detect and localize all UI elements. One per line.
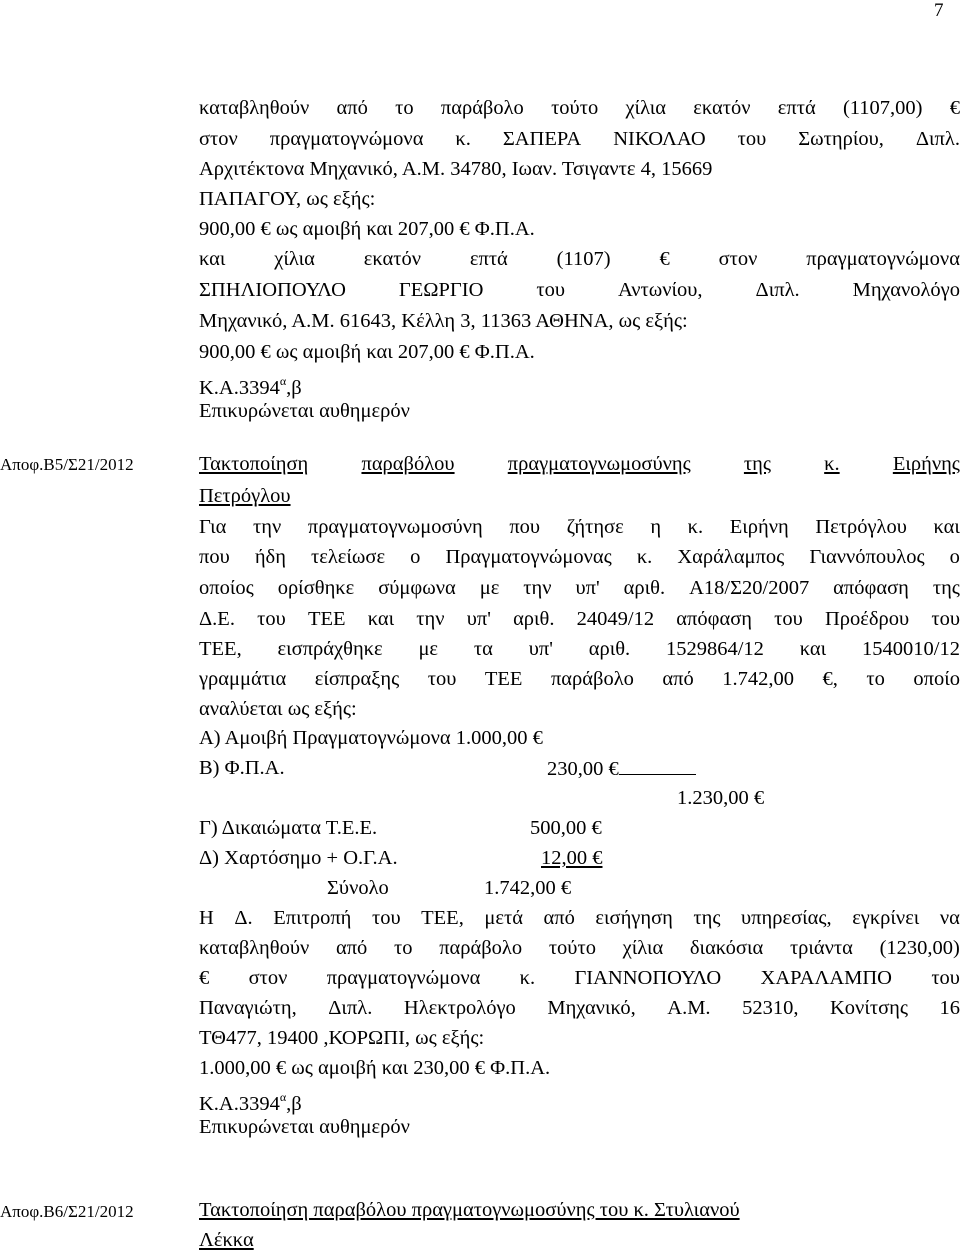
decision-subject: Τακτοποίηση παραβόλου πραγματογνωμοσύνης του κ. Στυλιανού (199, 1199, 740, 1221)
word: κ. (687, 516, 704, 538)
word: πραγματογνώμονα (269, 128, 424, 150)
budget-code: $K.A.3394^\alpha,\beta$ (199, 1090, 302, 1115)
word: 1529864/12 (665, 638, 764, 660)
word: Πραγματογνώμονας (445, 546, 612, 568)
word: απόφαση (676, 608, 752, 630)
word: τελείωσε (311, 546, 386, 568)
text-line (199, 96, 960, 120)
word: και (933, 516, 960, 538)
text-line (199, 278, 960, 302)
word: υπ' (575, 577, 600, 599)
word: κ. (824, 453, 840, 475)
decision-subject (199, 452, 960, 476)
word: Η (199, 907, 214, 929)
word: να (939, 907, 960, 929)
word: και (799, 638, 827, 660)
word: στον (199, 128, 238, 150)
word: ΓΙΑΝΝΟΠΟΥΛΟ (574, 967, 722, 989)
decision-number: Αποφ.Β5/Σ21/2012 (0, 455, 134, 474)
text-line: 900,00 € ως αμοιβή και 207,00 € Φ.Π.Α. (199, 341, 535, 363)
word: Μηχανολόγο (852, 279, 960, 301)
word: ΣΠΗΛΙΟΠΟΥΛΟ (199, 279, 346, 301)
word: υπ' (466, 608, 491, 630)
word: ΤΕΕ (484, 668, 523, 690)
word: ο (949, 546, 960, 568)
word: καταβληθούν (199, 937, 310, 959)
word: σύμφωνα (378, 577, 456, 599)
word: από (543, 907, 575, 929)
word: € (659, 248, 670, 270)
text-line (199, 667, 960, 691)
word: το (866, 668, 885, 690)
word: του (371, 907, 401, 929)
word: παράβολο (440, 97, 524, 119)
word: της (743, 453, 771, 475)
word: του (737, 128, 767, 150)
breakdown-item-d-label: Δ) Χαρτόσημο + Ο.Γ.Α. (199, 847, 398, 869)
word: Αντωνίου, (617, 279, 703, 301)
text-line (199, 607, 960, 631)
word: Μηχανικό, (547, 997, 636, 1019)
word: Γιαννόπουλος (809, 546, 925, 568)
word: κ. (519, 967, 536, 989)
word: παραβόλου (361, 453, 455, 475)
word: ΤΕΕ, (199, 638, 242, 660)
breakdown-item-c-label: Γ) Δικαιώματα Τ.Ε.Ε. (199, 817, 378, 839)
word: κ. (455, 128, 471, 150)
word: Διπλ. (915, 128, 960, 150)
word: παράβολο (439, 937, 523, 959)
word: τα (473, 638, 493, 660)
text-line (199, 247, 960, 271)
word: την (523, 577, 552, 599)
word: στον (718, 248, 758, 270)
word: 52310, (742, 997, 799, 1019)
text-line: ΤΘ477, 19400 ,ΚΟΡΩΠΙ, ως εξής: (199, 1027, 485, 1049)
word: Τακτοποίηση (199, 453, 309, 475)
word: € (199, 967, 210, 989)
word: 16 (939, 997, 960, 1019)
word: από (336, 97, 368, 119)
word: το (394, 937, 413, 959)
text-line (199, 576, 960, 600)
word: του (257, 608, 286, 630)
word: εκατόν (363, 248, 421, 270)
word: στον (248, 967, 288, 989)
budget-code: $K.A.3394^\alpha,\beta$ (199, 374, 302, 399)
word: τούτο (548, 937, 596, 959)
text-line: 1.000,00 € ως αμοιβή και 230,00 € Φ.Π.Α. (199, 1057, 551, 1079)
breakdown-subtotal: 1.230,00 € (677, 787, 765, 809)
word: ζήτησε (566, 516, 624, 538)
page-number: 7 (934, 0, 944, 21)
word: γραμμάτια (199, 668, 287, 690)
word: Ηλεκτρολόγο (403, 997, 516, 1019)
word: (1107) (556, 248, 611, 270)
word: την (253, 516, 282, 538)
word: 1.742,00 (722, 668, 794, 690)
word: ΝΙΚΟΛΑΟ (613, 128, 706, 150)
word: με (418, 638, 439, 660)
word: πραγματογνώμονα (806, 248, 960, 270)
word: διακόσια (689, 937, 764, 959)
word: επτά (777, 97, 816, 119)
word: παράβολο (550, 668, 634, 690)
word: επτά (469, 248, 508, 270)
text-line: 900,00 € ως αμοιβή και 207,00 € Φ.Π.Α. (199, 218, 535, 240)
word: οποίος (199, 577, 254, 599)
word: από (335, 937, 368, 959)
breakdown-item-d-amount: 12,00 € (541, 847, 603, 869)
word: ΣΑΠΕΡΑ (502, 128, 582, 150)
text-line: ΠΑΠΑΓΟΥ, ως εξής: (199, 188, 376, 210)
word: απόφαση (833, 577, 909, 599)
word: υπηρεσίας, (741, 907, 832, 929)
breakdown-total-amount: 1.742,00 € (484, 877, 572, 899)
word: υπ' (528, 638, 553, 660)
word: Α.Μ. (667, 997, 711, 1019)
text-line (199, 906, 960, 930)
word: Α18/Σ20/2007 (689, 577, 810, 599)
word: μετά (484, 907, 523, 929)
word: τριάντα (789, 937, 853, 959)
word: που (199, 546, 230, 568)
word: είσπραξης (314, 668, 400, 690)
word: Επιτροπή (273, 907, 352, 929)
word: εισπράχθηκε (277, 638, 383, 660)
breakdown-item-b-amount: 230,00 € (547, 756, 696, 781)
word: πραγματογνωμοσύνη (307, 516, 483, 538)
word: ο (410, 546, 421, 568)
text-line (199, 966, 960, 990)
word: ΧΑΡΑΛΑΜΠΟ (760, 967, 892, 989)
word: και (367, 608, 395, 630)
word: Διπλ. (755, 279, 800, 301)
word: εισήγηση (595, 907, 673, 929)
word: του (931, 608, 960, 630)
word: Δ. (234, 907, 253, 929)
word: αριθ. (513, 608, 555, 630)
word: 24049/12 (576, 608, 655, 630)
word: από (662, 668, 694, 690)
word: Ειρήνης (892, 453, 960, 475)
word: την (416, 608, 445, 630)
word: (1230,00) (879, 937, 960, 959)
word: Κονίτσης (830, 997, 908, 1019)
word: εγκρίνει (852, 907, 920, 929)
word: της (693, 907, 721, 929)
text-line: Αρχιτέκτονα Μηχανικό, Α.Μ. 34780, Ιωαν. Τσιγαντε 4, 15669 (199, 158, 713, 180)
word: 1540010/12 (862, 638, 960, 660)
word: με (479, 577, 500, 599)
breakdown-item-a: Α) Αμοιβή Πραγματογνώμονα 1.000,00 € (199, 727, 543, 749)
breakdown-item-b-label: Β) Φ.Π.Α. (199, 757, 285, 779)
word: καταβληθούν (199, 97, 310, 119)
text-line: αναλύεται ως εξής: (199, 698, 357, 720)
text-line (199, 515, 960, 539)
word: κ. (636, 546, 653, 568)
word: του (931, 967, 960, 989)
approval-note: Επικυρώνεται αυθημερόν (199, 1116, 410, 1138)
word: της (932, 577, 960, 599)
word: εκατόν (693, 97, 751, 119)
word: ορίσθηκε (277, 577, 355, 599)
decision-number: Αποφ.Β6/Σ21/2012 (0, 1202, 134, 1221)
word: πραγματογνώμονα (326, 967, 481, 989)
text-line: Μηχανικό, Α.Μ. 61643, Κέλλη 3, 11363 ΑΘΗΝΑ, ως εξής: (199, 310, 688, 332)
text-line (199, 637, 960, 661)
breakdown-item-c-amount: 500,00 € (530, 817, 602, 839)
word: Ειρήνη (729, 516, 789, 538)
word: χίλια (622, 937, 664, 959)
word: που (509, 516, 541, 538)
word: Σωτηρίου, (798, 128, 884, 150)
word: Προέδρου (824, 608, 910, 630)
word: ΓΕΩΡΓΙΟ (398, 279, 484, 301)
decision-subject-cont: Λέκκα (199, 1229, 254, 1251)
word: (1107,00) (842, 97, 923, 119)
word: ΤΕΕ (307, 608, 346, 630)
word: του (427, 668, 457, 690)
word: ΤΕΕ, (421, 907, 464, 929)
word: η (650, 516, 662, 538)
word: πραγματογνωμοσύνης (507, 453, 691, 475)
word: Διπλ. (328, 997, 373, 1019)
word: αριθ. (588, 638, 631, 660)
text-line (199, 127, 960, 151)
approval-note: Επικυρώνεται αυθημερόν (199, 400, 410, 422)
text-line (199, 936, 960, 960)
word: αριθ. (623, 577, 666, 599)
word: €, (822, 668, 838, 690)
word: του (774, 608, 803, 630)
word: ήδη (254, 546, 286, 568)
word: τούτο (551, 97, 599, 119)
text-line (199, 996, 960, 1020)
word: € (949, 97, 960, 119)
word: Παναγιώτη, (199, 997, 297, 1019)
word: Πετρόγλου (815, 516, 907, 538)
word: το (395, 97, 414, 119)
word: χίλια (274, 248, 315, 270)
word: οποίο (913, 668, 960, 690)
word: του (536, 279, 565, 301)
word: Χαράλαμπος (677, 546, 785, 568)
breakdown-total-label: Σύνολο (327, 877, 389, 899)
word: χίλια (625, 97, 667, 119)
word: Για (199, 516, 227, 538)
text-line (199, 545, 960, 569)
subtotal-rule (619, 756, 696, 775)
word: Δ.Ε. (199, 608, 235, 630)
decision-subject-cont: Πετρόγλου (199, 485, 291, 507)
word: και (199, 248, 226, 270)
